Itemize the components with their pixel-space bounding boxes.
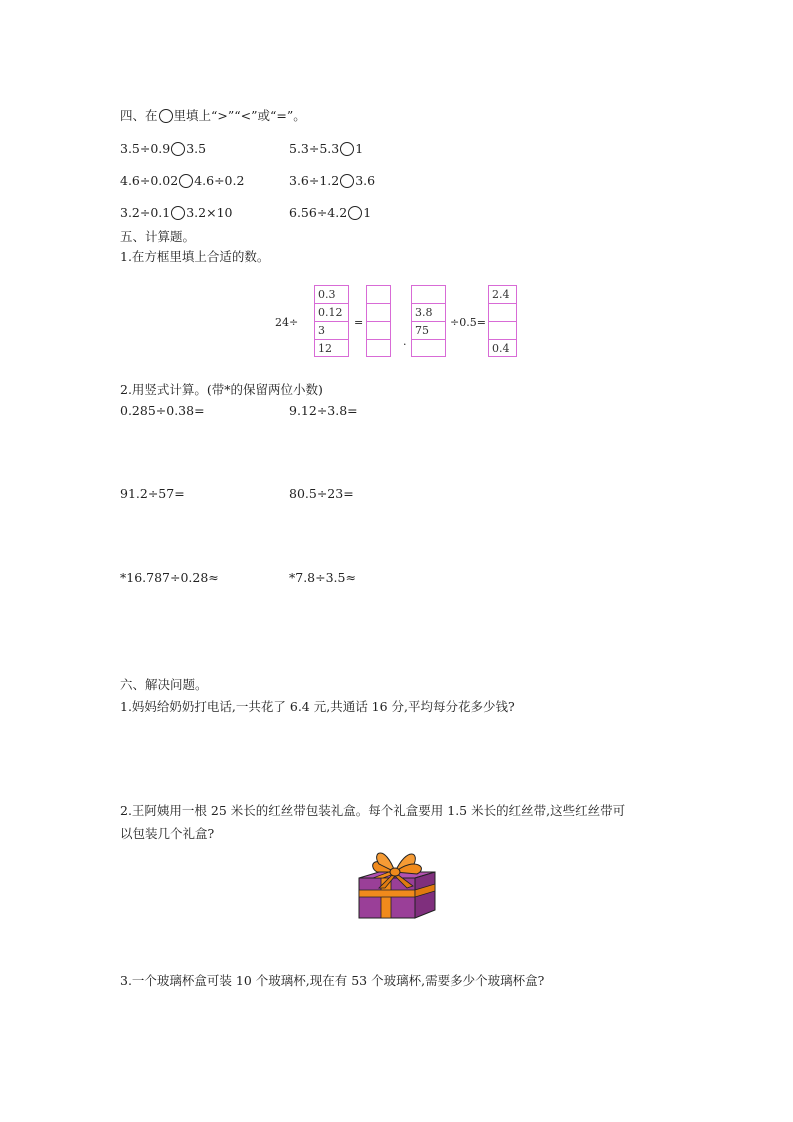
blank-circle-icon: [159, 109, 173, 123]
diagram-equals: =: [354, 316, 364, 329]
answer-circle[interactable]: [340, 142, 354, 156]
calc-item: *7.8÷3.5≈: [289, 570, 356, 585]
grid-cell-blank[interactable]: [367, 304, 390, 322]
grid-cell[interactable]: [489, 322, 516, 340]
compare-right: 4.6÷0.2: [194, 173, 245, 188]
compare-left: 6.56÷4.2: [289, 205, 348, 220]
answer-circle[interactable]: [171, 206, 185, 220]
problem-1: 1.妈妈给奶奶打电话,一共花了 6.4 元,共通话 16 分,平均每分花多少钱?: [120, 699, 515, 714]
grid-cell: 3: [315, 322, 348, 340]
compare-item-6: [289, 205, 371, 221]
compare-item-3: [120, 173, 244, 189]
grid-cell: 0.4: [492, 342, 510, 355]
compare-left: 3.2÷0.1: [120, 205, 171, 220]
grid-column-2: [366, 285, 391, 357]
grid-cell: 3.8: [412, 304, 445, 322]
compare-item-5: [120, 205, 233, 221]
grid-cell[interactable]: [412, 340, 445, 358]
compare-left: 5.3÷5.3: [289, 141, 340, 156]
problem-2-line1: 2.王阿姨用一根 25 米长的红丝带包装礼盒。每个礼盒要用 1.5 米长的红丝带,这些红丝带可: [120, 803, 626, 818]
answer-circle[interactable]: [171, 142, 185, 156]
grid-column-3: [411, 285, 446, 357]
calc-item: 80.5÷23=: [289, 486, 354, 501]
gift-box-icon: [355, 842, 439, 922]
grid-cell-blank[interactable]: [367, 286, 390, 304]
answer-circle[interactable]: [179, 174, 193, 188]
calc-item: 9.12÷3.8=: [289, 403, 358, 418]
compare-item-2: [289, 141, 363, 157]
grid-cell[interactable]: [489, 304, 516, 322]
section4-title: [120, 108, 306, 124]
compare-left: 4.6÷0.02: [120, 173, 179, 188]
calc-item: 91.2÷57=: [120, 486, 185, 501]
section6-title: 六、解决问题。: [120, 677, 208, 692]
grid-cell-blank[interactable]: [367, 340, 390, 358]
diagram-operator: ÷0.5=: [450, 316, 486, 329]
grid-cell-blank[interactable]: [367, 322, 390, 340]
compare-right: 1: [355, 141, 364, 156]
grid-column-4: [488, 285, 517, 357]
compare-right: 3.6: [355, 173, 376, 188]
compare-item-4: [289, 173, 375, 189]
grid-cell: 0.12: [315, 304, 348, 322]
section5-q2: 2.用竖式计算。(带*的保留两位小数): [120, 382, 323, 397]
grid-cell: 0.3: [315, 286, 348, 304]
problem-3: 3.一个玻璃杯盒可装 10 个玻璃杯,现在有 53 个玻璃杯,需要多少个玻璃杯盒?: [120, 973, 545, 988]
problem-2-line2: 以包装几个礼盒?: [120, 826, 215, 841]
section4-title-suffix: 里填上“>”“<”或“=”。: [173, 108, 306, 123]
compare-item-1: [120, 141, 206, 157]
compare-left: 3.5÷0.9: [120, 141, 171, 156]
grid-cell: 2.4: [489, 286, 516, 304]
calc-item: *16.787÷0.28≈: [120, 570, 219, 585]
section5-title: 五、计算题。: [120, 229, 196, 244]
compare-left: 3.6÷1.2: [289, 173, 340, 188]
grid-cell[interactable]: [412, 286, 445, 304]
compare-right: 3.2×10: [186, 205, 233, 220]
compare-right: 1: [363, 205, 372, 220]
answer-circle[interactable]: [348, 206, 362, 220]
grid-cell: 75: [412, 322, 445, 340]
diagram-dot: .: [403, 335, 407, 348]
diagram-start: 24÷: [275, 316, 299, 329]
calc-item: 0.285÷0.38=: [120, 403, 205, 418]
grid-cell: 12: [318, 342, 332, 355]
section4-title-prefix: 四、在: [120, 108, 158, 123]
answer-circle[interactable]: [340, 174, 354, 188]
compare-right: 3.5: [186, 141, 207, 156]
grid-column-1: [314, 285, 349, 357]
section5-q1: 1.在方框里填上合适的数。: [120, 249, 270, 264]
